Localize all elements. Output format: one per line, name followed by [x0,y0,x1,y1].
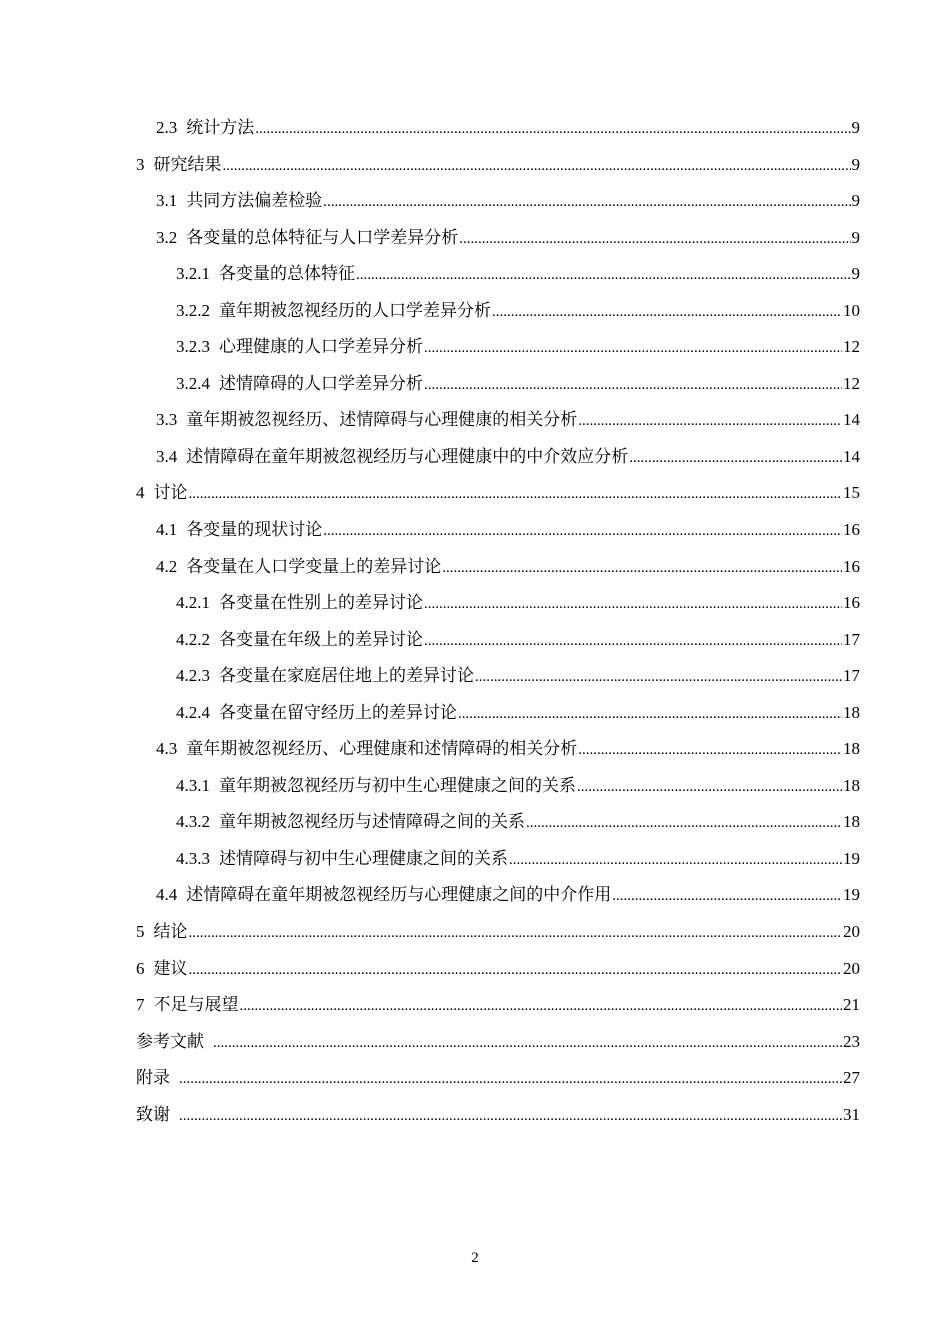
toc-dot-leader [526,805,842,842]
toc-dot-leader [424,586,842,623]
toc-entry-label [156,439,628,476]
toc-entry-title: 各变量在家庭居住地上的差异讨论 [219,666,474,686]
toc-entry-number: 3.3 [156,410,178,430]
toc-entry-number: 4.2.3 [176,666,210,686]
toc-entry-page-number: 19 [843,885,860,905]
toc-dot-leader [509,842,842,879]
toc-entry[interactable] [0,804,950,841]
toc-entry-page-number: 16 [843,593,860,613]
toc-entry-title: 童年期被忽视经历、心理健康和述情障碍的相关分析 [186,739,578,759]
toc-entry-page-number: 9 [851,264,860,284]
toc-entry-number: 3 [136,154,145,174]
toc-entry-page-number: 20 [843,922,860,942]
toc-entry-title: 述情障碍的人口学差异分析 [219,373,423,393]
toc-entry-label [176,695,457,732]
toc-entry[interactable] [0,183,950,220]
toc-entry[interactable] [0,220,950,257]
toc-entry-number: 3.2 [156,227,178,247]
toc-entry-page-number: 14 [843,410,860,430]
toc-entry-title: 述情障碍在童年期被忽视经历与心理健康之间的中介作用 [186,885,612,905]
toc-entry-label [176,585,423,622]
toc-entry-page-number: 9 [851,227,860,247]
toc-entry-label [176,841,508,878]
toc-entry-number: 4.3.1 [176,775,210,795]
toc-dot-leader [255,111,850,148]
toc-entry-label [136,1097,178,1134]
toc-entry-title: 述情障碍在童年期被忽视经历与心理健康中的中介效应分析 [186,446,629,466]
toc-entry[interactable] [0,1060,950,1097]
toc-entry-number: 5 [136,922,145,942]
toc-entry-title: 童年期被忽视经历、述情障碍与心理健康的相关分析 [186,410,578,430]
toc-entry-label [136,914,188,951]
toc-entry-page-number: 14 [843,446,860,466]
toc-entry-label [136,1060,178,1097]
toc-entry-title: 统计方法 [186,118,255,137]
toc-dot-leader [459,221,850,258]
toc-entry-page-number: 27 [843,1068,860,1088]
toc-dot-leader [240,988,843,1025]
toc-entry-number: 3.1 [156,191,178,211]
toc-entry-number: 4.1 [156,520,178,540]
toc-entry-label [156,220,458,257]
toc-dot-leader [323,513,842,550]
toc-entry[interactable] [0,110,950,147]
toc-entry-label [176,804,525,841]
toc-entry-page-number: 18 [843,702,860,722]
toc-dot-leader [356,257,851,294]
toc-entry-label [156,183,322,220]
toc-entry-label [136,1024,212,1061]
toc-entry-title: 心理健康的人口学差异分析 [219,337,423,357]
toc-entry-title: 研究结果 [153,154,222,174]
toc-entry-title: 各变量在留守经历上的差异讨论 [219,702,457,722]
toc-entry[interactable] [0,731,950,768]
toc-entry[interactable] [0,147,950,184]
toc-entry-number: 6 [136,958,145,978]
toc-entry-page-number: 18 [843,812,860,832]
toc-entry-title: 各变量在人口学变量上的差异讨论 [186,556,442,576]
toc-dot-leader [612,878,842,915]
toc-entry-page-number: 10 [843,300,860,320]
toc-entry[interactable] [0,439,950,476]
toc-entry-number: 4.3.2 [176,812,210,832]
toc-entry[interactable] [0,549,950,586]
toc-entry[interactable] [0,1024,950,1061]
toc-entry[interactable] [0,585,950,622]
toc-dot-leader [577,769,842,806]
toc-dot-leader [179,1098,842,1135]
table-of-contents [0,110,950,1133]
toc-entry[interactable] [0,256,950,293]
toc-entry-page-number: 12 [843,337,860,357]
toc-entry-title: 附录 [136,1068,170,1088]
toc-entry-page-number: 17 [843,666,860,686]
toc-entry-title: 参考文献 [136,1031,204,1051]
toc-entry[interactable] [0,402,950,439]
toc-entry-label [176,366,423,403]
toc-entry[interactable] [0,951,950,988]
toc-dot-leader [424,330,842,367]
toc-entry[interactable] [0,877,950,914]
page-number-footer: 2 [471,1250,479,1266]
toc-entry-title: 各变量的总体特征 [219,264,355,284]
toc-entry-label [156,512,322,549]
toc-entry[interactable] [0,475,950,512]
toc-entry-number: 3.2.4 [176,373,210,393]
toc-entry[interactable] [0,293,950,330]
toc-entry-page-number: 31 [843,1104,860,1124]
toc-entry-label [156,402,577,439]
toc-entry-page-number: 9 [851,154,860,174]
toc-entry-label [136,987,239,1024]
toc-entry[interactable] [0,841,950,878]
toc-dot-leader [629,440,842,477]
toc-entry-number: 4.2.2 [176,629,210,649]
toc-entry-label [136,475,188,512]
toc-dot-leader [492,294,842,331]
toc-entry-page-number: 15 [843,483,860,503]
toc-entry-title: 述情障碍与初中生心理健康之间的关系 [219,848,508,868]
toc-entry-title: 共同方法偏差检验 [186,191,323,211]
toc-entry-title: 童年期被忽视经历与初中生心理健康之间的关系 [219,775,576,795]
toc-entry-number: 4.4 [156,885,178,905]
toc-entry-label [156,731,577,768]
toc-entry-page-number: 23 [843,1031,860,1051]
toc-dot-leader [578,403,842,440]
toc-dot-leader [424,367,842,404]
toc-entry[interactable] [0,768,950,805]
toc-entry-label [176,622,423,659]
toc-entry-number: 3.2.2 [176,300,210,320]
toc-entry[interactable] [0,366,950,403]
toc-entry[interactable] [0,695,950,732]
toc-dot-leader [323,184,850,221]
toc-entry-number: 7 [136,995,145,1015]
toc-entry-label [156,877,611,914]
toc-entry-title: 讨论 [153,483,188,503]
toc-entry-title: 各变量在性别上的差异讨论 [219,593,423,613]
toc-entry-page-number: 16 [843,520,860,540]
toc-entry-label [176,658,474,695]
toc-dot-leader [189,952,843,989]
toc-entry-title: 不足与展望 [153,995,239,1015]
toc-entry[interactable] [0,987,950,1024]
toc-entry-number: 4.3.3 [176,848,210,868]
toc-entry-number: 3.2.1 [176,264,210,284]
toc-entry-number: 4.3 [156,739,178,759]
toc-entry-title: 各变量在年级上的差异讨论 [219,629,423,649]
toc-entry-page-number: 9 [851,191,860,211]
toc-entry-page-number: 20 [843,958,860,978]
toc-dot-leader [424,623,842,660]
toc-entry-number: 4.2.1 [176,593,210,613]
toc-entry-page-number: 21 [843,995,860,1015]
toc-entry-label [176,768,576,805]
toc-entry[interactable] [0,329,950,366]
toc-entry-number: 4.2.4 [176,702,210,722]
toc-entry-title: 致谢 [136,1104,170,1124]
toc-dot-leader [179,1061,842,1098]
toc-entry-label [156,549,441,586]
toc-dot-leader [458,696,842,733]
toc-entry[interactable] [0,622,950,659]
toc-entry-title: 各变量的总体特征与人口学差异分析 [186,227,459,247]
toc-entry-page-number: 9 [851,118,860,137]
toc-dot-leader [475,659,842,696]
toc-entry-page-number: 18 [843,775,860,795]
toc-entry-page-number: 17 [843,629,860,649]
toc-entry-number: 3.4 [156,446,178,466]
toc-entry-title: 童年期被忽视经历与述情障碍之间的关系 [219,812,525,832]
toc-entry-label [136,147,222,184]
toc-entry-title: 各变量的现状讨论 [186,520,323,540]
toc-dot-leader [578,732,842,769]
toc-entry-page-number: 18 [843,739,860,759]
toc-entry-number: 2.3 [156,118,178,137]
toc-entry-page-number: 12 [843,373,860,393]
toc-entry-label [176,256,355,293]
toc-dot-leader [189,476,843,513]
toc-entry-label [136,951,188,988]
toc-dot-leader [189,915,843,952]
toc-dot-leader [442,550,842,587]
toc-dot-leader [223,148,851,185]
toc-dot-leader [213,1025,842,1062]
toc-entry-title: 建议 [153,958,188,978]
toc-entry-title: 结论 [153,922,188,942]
toc-entry-number: 3.2.3 [176,337,210,357]
toc-entry-label [176,329,423,366]
toc-entry-title: 童年期被忽视经历的人口学差异分析 [219,300,491,320]
toc-entry[interactable] [0,914,950,951]
toc-entry[interactable] [0,658,950,695]
toc-entry-number: 4 [136,483,145,503]
toc-entry-number: 4.2 [156,556,178,576]
toc-entry-label [176,293,491,330]
toc-entry-label [156,110,254,147]
toc-entry[interactable] [0,1097,950,1134]
toc-entry-page-number: 16 [843,556,860,576]
toc-entry-page-number: 19 [843,848,860,868]
toc-entry[interactable] [0,512,950,549]
